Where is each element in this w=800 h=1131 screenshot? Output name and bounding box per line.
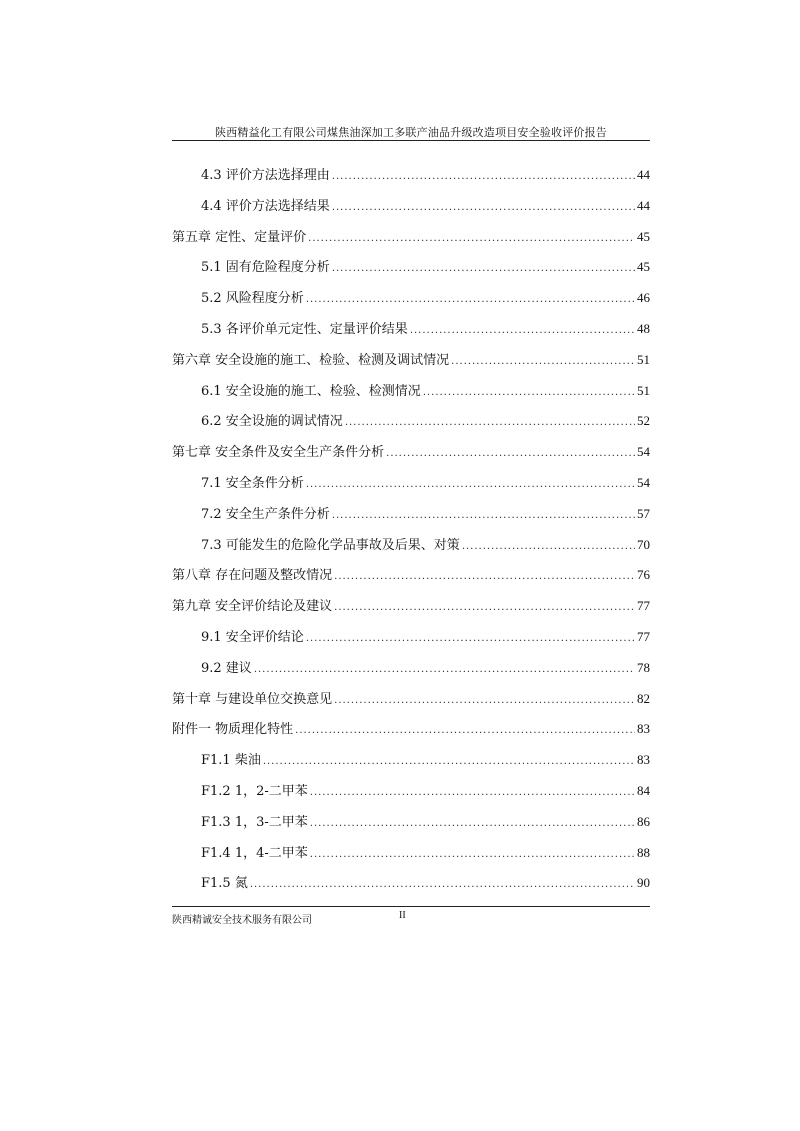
toc-entry-page: 54 [637, 474, 650, 490]
toc-entry-page: 70 [637, 536, 650, 552]
toc-entry-page: 46 [637, 290, 650, 306]
toc-entry[interactable] [172, 376, 650, 407]
toc-entry-label: F1.2 1，2-二甲苯 [201, 783, 308, 799]
toc-leader-dots [334, 562, 635, 593]
toc-entry-page: 54 [637, 444, 650, 460]
toc-entry-label: 5.2 风险程度分析 [201, 291, 304, 307]
toc-entry[interactable] [172, 160, 650, 191]
toc-entry-label: 5.1 固有危险程度分析 [201, 260, 330, 276]
toc-leader-dots [410, 316, 635, 347]
toc-entry-page: 48 [637, 320, 650, 336]
toc-leader-dots [334, 686, 635, 717]
toc-entry-label: 第七章 安全条件及安全生产条件分析 [172, 445, 385, 461]
toc-entry[interactable] [172, 745, 650, 776]
toc-leader-dots [306, 624, 635, 655]
toc-entry-label: 第九章 安全评价结论及建议 [172, 599, 333, 615]
toc-entry[interactable] [172, 222, 650, 253]
toc-entry[interactable] [172, 530, 650, 561]
toc-entry[interactable] [172, 252, 650, 283]
toc-entry-page: 83 [637, 721, 650, 737]
toc-entry-label: F1.4 1，4-二甲苯 [201, 845, 308, 861]
toc-leader-dots [451, 347, 635, 378]
toc-entry[interactable] [172, 283, 650, 314]
footer-company: 陕西精诚安全技术服务有限公司 [172, 915, 312, 926]
toc-entry-page: 45 [637, 228, 650, 244]
toc-entry[interactable] [172, 714, 650, 745]
header-divider [172, 140, 650, 141]
footer-divider [172, 906, 650, 907]
toc-leader-dots [332, 193, 635, 224]
footer-page-number: II [399, 910, 406, 921]
toc-leader-dots [254, 655, 635, 686]
toc-entry[interactable] [172, 191, 650, 222]
toc-entry-page: 52 [637, 413, 650, 429]
toc-entry[interactable] [172, 653, 650, 684]
toc-entry[interactable] [172, 622, 650, 653]
toc-entry-label: 6.2 安全设施的调试情况 [201, 414, 343, 430]
toc-leader-dots [306, 285, 635, 316]
toc-leader-dots [250, 870, 635, 901]
toc-entry-page: 83 [637, 752, 650, 768]
toc-entry[interactable] [172, 499, 650, 530]
toc-entry-page: 86 [637, 813, 650, 829]
toc-entry-label: 7.1 安全条件分析 [201, 475, 304, 491]
toc-entry-page: 88 [637, 844, 650, 860]
toc-entry[interactable] [172, 838, 650, 869]
toc-leader-dots [310, 778, 635, 809]
toc-entry-label: 第五章 定性、定量评价 [172, 229, 307, 245]
toc-entry-page: 44 [637, 167, 650, 182]
toc-entry-label: 第八章 存在问题及整改情况 [172, 568, 333, 584]
toc-leader-dots [386, 439, 635, 470]
toc-entry-page: 45 [637, 259, 650, 275]
toc-leader-dots [295, 716, 635, 747]
toc-entry-page: 77 [637, 628, 650, 644]
toc-entry[interactable] [172, 314, 650, 345]
toc-entry-page: 57 [637, 505, 650, 521]
toc-leader-dots [310, 809, 635, 840]
toc-leader-dots [345, 408, 635, 439]
toc-leader-dots [332, 254, 635, 285]
toc-entry[interactable] [172, 560, 650, 591]
toc-entry[interactable] [172, 868, 650, 899]
header-title: 陕西精益化工有限公司煤焦油深加工多联产油品升级改造项目安全验收评价报告 [215, 126, 607, 139]
toc-entry-page: 51 [637, 382, 650, 398]
toc-entry-page: 78 [637, 659, 650, 675]
table-of-contents [172, 160, 650, 899]
toc-entry-label: 第六章 安全设施的施工、检验、检测及调试情况 [172, 352, 450, 368]
toc-entry[interactable] [172, 776, 650, 807]
toc-leader-dots [310, 840, 635, 871]
toc-leader-dots [308, 224, 635, 255]
toc-entry-label: 9.1 安全评价结论 [201, 629, 304, 645]
toc-entry-label: F1.3 1，3-二甲苯 [201, 814, 308, 830]
toc-leader-dots [332, 501, 635, 532]
toc-entry-label: 9.2 建议 [201, 660, 252, 676]
toc-entry-label: 5.3 各评价单元定性、定量评价结果 [201, 321, 408, 337]
toc-entry-page: 51 [637, 351, 650, 367]
toc-entry-label: F1.1 柴油 [201, 753, 261, 769]
toc-entry-label: 4.4 评价方法选择结果 [201, 198, 330, 214]
toc-entry-label: F1.5 氮 [201, 876, 248, 892]
toc-entry-page: 77 [637, 598, 650, 614]
toc-entry[interactable] [172, 406, 650, 437]
toc-entry-label: 4.3 评价方法选择理由 [201, 168, 330, 183]
toc-entry[interactable] [172, 807, 650, 838]
toc-entry[interactable] [172, 437, 650, 468]
toc-entry-label: 6.1 安全设施的施工、检验、检测情况 [201, 383, 421, 399]
toc-entry-label: 第十章 与建设单位交换意见 [172, 691, 333, 707]
toc-entry[interactable] [172, 468, 650, 499]
toc-leader-dots [462, 532, 635, 563]
toc-entry[interactable] [172, 591, 650, 622]
toc-entry[interactable] [172, 684, 650, 715]
toc-entry-page: 84 [637, 782, 650, 798]
toc-leader-dots [423, 378, 635, 409]
toc-entry[interactable] [172, 345, 650, 376]
toc-entry-page: 82 [637, 690, 650, 706]
toc-entry-label: 附件一 物质理化特性 [172, 722, 294, 738]
toc-entry-label: 7.2 安全生产条件分析 [201, 506, 330, 522]
toc-entry-page: 44 [637, 197, 650, 213]
toc-entry-label: 7.3 可能发生的危险化学品事故及后果、对策 [201, 537, 460, 553]
toc-entry-page: 76 [637, 567, 650, 583]
toc-leader-dots [332, 162, 635, 193]
toc-leader-dots [334, 593, 635, 624]
toc-entry-page: 90 [637, 875, 650, 891]
toc-leader-dots [306, 470, 635, 501]
toc-leader-dots [263, 747, 635, 778]
